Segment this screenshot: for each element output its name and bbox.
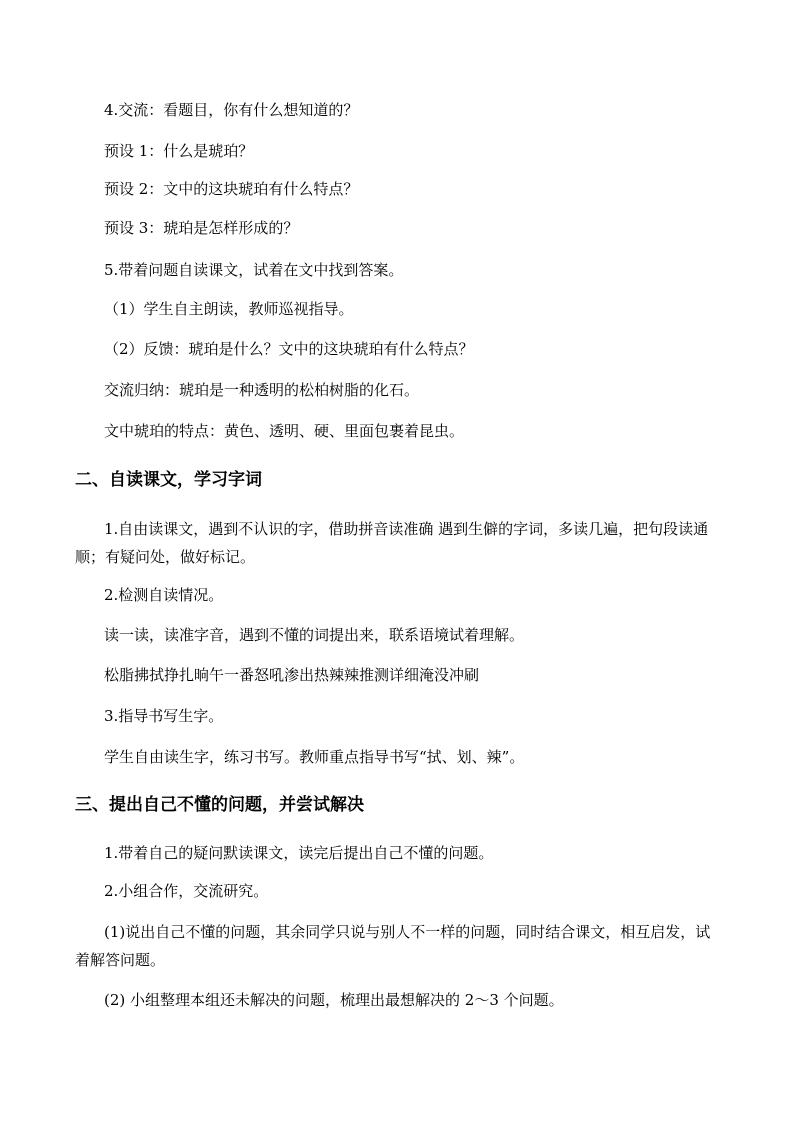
section-heading-3: 三、提出自己不懂的问题，并尝试解决 [75,795,364,815]
paragraph-check: 2.检测自读情况。 [104,586,224,604]
paragraph-self-read: 5.带着问题自读课文，试着在文中找到答案。 [104,261,404,279]
paragraph-preset-3: 预设 3：琥珀是怎样形成的？ [104,219,299,237]
paragraph-step-1: （1）学生自主朗读，教师巡视指导。 [104,300,354,318]
section-heading-2: 二、自读课文，学习字词 [75,470,262,490]
paragraph-silent-read: 1.带着自己的疑问默读课文，读完后提出自己不懂的问题。 [104,844,494,862]
paragraph-read-aloud: 读一读，读准字音，遇到不懂的词提出来，联系语境试着理解。 [104,626,525,644]
paragraph-free-read: 1.自由读课文，遇到不认识的字，借助拼音读准确 遇到生僻的字词，多读几遍，把句段读通顺；有疑问处，做好标记。 [75,520,709,566]
paragraph-discussion: 4.交流：看题目，你有什么想知道的？ [104,101,359,119]
paragraph-preset-1: 预设 1：什么是琥珀？ [104,142,254,160]
paragraph-step-2: （2）反馈：琥珀是什么？文中的这块琥珀有什么特点？ [104,340,474,358]
paragraph-preset-2: 预设 2：文中的这块琥珀有什么特点？ [104,180,359,198]
paragraph-word-list: 松脂拂拭挣扎晌午一番怒吼渗出热辣辣推测详细淹没冲刷 [104,666,480,684]
paragraph-group-work: 2.小组合作，交流研究。 [104,882,269,900]
paragraph-practice: 学生自由读生字，练习书写。教师重点指导书写“拭、划、辣”。 [104,748,525,766]
paragraph-features: 文中琥珀的特点：黄色、透明、硬、里面包裹着昆虫。 [104,422,465,440]
paragraph-writing-guide: 3.指导书写生字。 [104,707,224,725]
paragraph-summary: 交流归纳：琥珀是一种透明的松柏树脂的化石。 [104,381,420,399]
paragraph-organize-questions: (2) 小组整理本组还未解决的问题，梳理出最想解决的 2～3 个问题。 [104,991,564,1009]
paragraph-share-questions: (1)说出自己不懂的问题，其余同学只说与别人不一样的问题，同时结合课文，相互启发，试着解答问题。 [75,923,711,969]
